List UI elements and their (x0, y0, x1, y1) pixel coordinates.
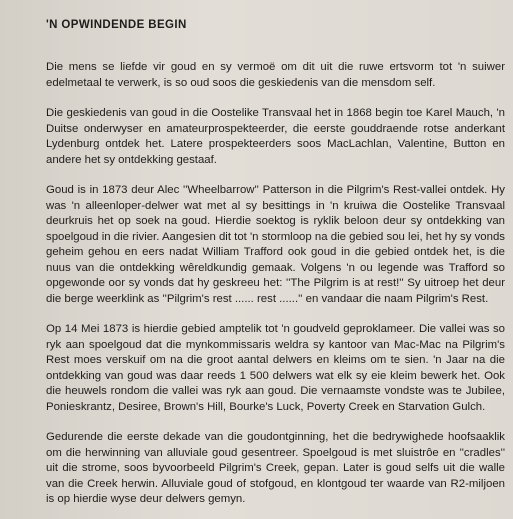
paragraph-discovery-1868: Die geskiedenis van goud in die Oostelike Transvaal het in 1868 begin toe Karel Mauch, 'n Duitse onderwyser en amateurprospekteerder, die eerste gouddraende rotse anderkant Lydenburg ontdek het. Latere prospekteerders soos MacLachlan, Valentine, Button en andere het sy ontdekking gestaaf. (46, 107, 505, 166)
page-title: 'N OPWINDENDE BEGIN (46, 19, 187, 31)
paragraph-alluvial-gold: Gedurende die eerste dekade van die goudontginning, het die bedrywighede hoofsaaklik om die herwinning van alluviale goud gesentreer. Spoelgoud is met sluistrôe en ''cradles'' uit die strome, soos byvoorbeeld Pilgrim's Creek, gepan. Later is goud selfs uit die walle van die Creek herwin. Alluviale goud of stofgoud, en klontgoud ter waarde van R2-miljoen is op hierdie wyse deur delwers gemyn. (46, 431, 505, 505)
paragraph-pilgrims-rest: Goud is in 1873 deur Alec ''Wheelbarrow'' Patterson in die Pilgrim's Rest-vallei ontdek. Hy was 'n alleenloper-delwer wat met al sy besittings in 'n kruiwa die Oostelike Transvaal deurkruis het op soek na goud. Hierdie soektog is ryklik beloon deur sy ontdekking van spoelgoud in die rivier. Aangesien dit tot 'n stormloop na die gebied sou lei, het hy sy vonds geheim gehou en eers nadat William Trafford ook goud in die gebied ontdek het, is die nuus van die ontdekking wêreldkundig gemaak. Volgens 'n ou legende was Trafford so opgewonde oor sy vonds dat hy geskreeu het: ''The Pilgrim is at rest!'' Sy uitroep het deur die berge weerklink as ''Pilgrim's rest ...... rest ......'' en vandaar die naam Pilgrim's Rest. (46, 184, 505, 305)
paragraph-proclamation: Op 14 Mei 1873 is hierdie gebied amptelik tot 'n goudveld geproklameer. Die vallei was so ryk aan spoelgoud dat die mynkommissaris weldra sy kantoor van Mac-Mac na Pilgrim's Rest moes verskuif om na die groot aantal delwers en kleims om te sien. 'n Jaar na die ontdekking van goud was daar reeds 1 500 delwers wat elk sy eie kleim bewerk het. Ook die heuwels rondom die vallei was ryk aan goud. Die vernaamste vondste was te Jubilee, Ponieskrantz, Desiree, Brown's Hill, Bourke's Luck, Poverty Creek en Starvation Gulch. (46, 323, 505, 413)
paragraph-intro: Die mens se liefde vir goud en sy vermoë om dit uit die ruwe ertsvorm tot 'n suiwer edelmetaal te verwerk, is so oud soos die geskiedenis van die mensdom self. (46, 61, 505, 89)
